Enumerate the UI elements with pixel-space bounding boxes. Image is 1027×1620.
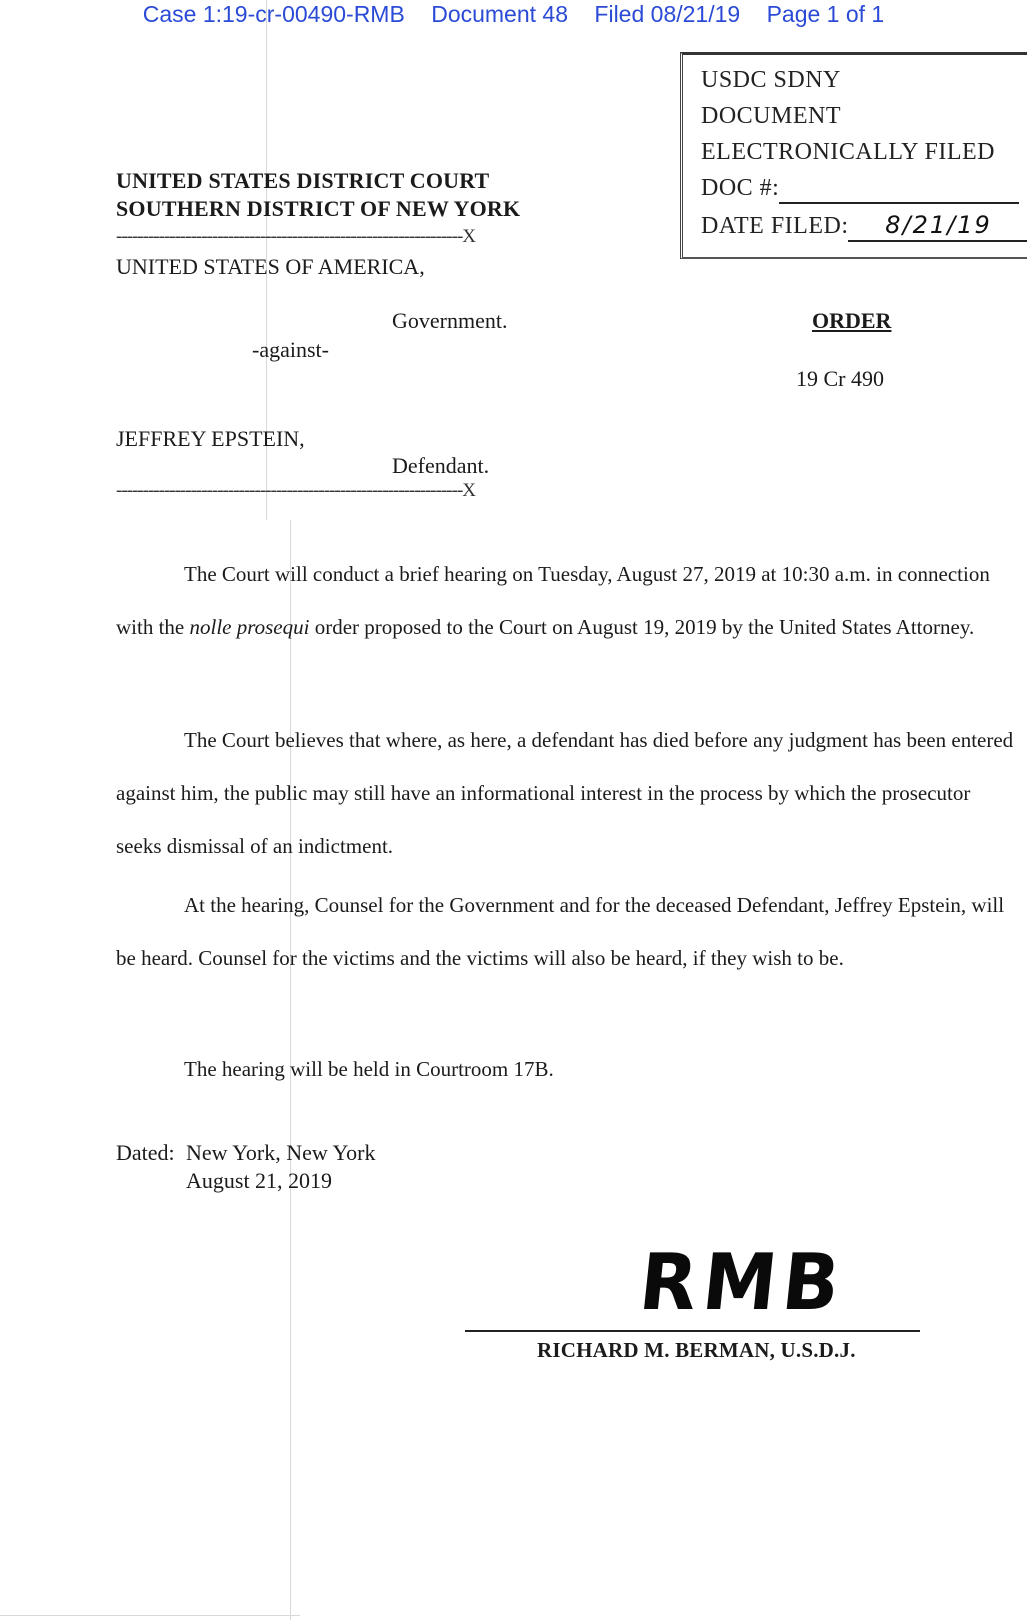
paragraph-text: The Court believes that where, as here, a defendant has died before any judgment has been entered against him, the public may still have an informational interest in the process by which the prosecutor seeks dismissal of an indictment. [116, 728, 1014, 858]
latin-term: nolle prosequi [189, 615, 310, 639]
case-number: Case 1:19-cr-00490-RMB [142, 1, 405, 27]
stamp-line: USDC SDNY [701, 67, 841, 93]
plaintiff-name: UNITED STATES OF AMERICA, [116, 254, 425, 279]
ecf-header [0, 0, 1027, 28]
caption-divider: -----------------------------------------------------------------X [116, 226, 475, 247]
order-paragraph-3 [116, 879, 1016, 985]
judge-name: RICHARD M. BERMAN, U.S.D.J. [537, 1338, 856, 1362]
caption-divider: -----------------------------------------------------------------X [116, 480, 475, 501]
dated-date: August 21, 2019 [186, 1168, 333, 1193]
order-title: ORDER [812, 308, 892, 333]
docket-number: 19 Cr 490 [796, 366, 884, 391]
order-paragraph-4 [116, 1043, 1016, 1096]
plaintiff-role: Government. [392, 308, 508, 333]
paragraph-text: The Court will conduct a brief hearing on Tuesday, August 27, 2019 at 10:30 a.m. in connection with the nolle prosequi order proposed to the Court on August 19, 2019 by the United States Attorney. [116, 562, 990, 639]
dated-label: Dated: [116, 1140, 175, 1165]
dated-place: New York, New York [186, 1140, 376, 1165]
stamp-line: DOCUMENT [701, 103, 841, 129]
stamp-doc-blank [779, 175, 1019, 204]
page-indicator: Page 1 of 1 [766, 1, 885, 27]
filed-date: Filed 08/21/19 [594, 1, 741, 27]
order-paragraph-2 [116, 714, 1016, 873]
defendant-role: Defendant. [392, 453, 490, 478]
paragraph-text: The hearing will be held in Courtroom 17B. [184, 1057, 554, 1081]
scan-artifact-line [0, 1615, 300, 1616]
stamp-doc-label: DOC #: [701, 175, 780, 201]
paragraph-text: At the hearing, Counsel for the Government and for the deceased Defendant, Jeffrey Epstein, will be heard. Counsel for the victims and the victims will also be heard, if they wish to be. [116, 893, 1005, 970]
versus-label: -against- [252, 337, 329, 362]
handwritten-signature: RMB [635, 1237, 850, 1329]
filing-stamp [680, 52, 1027, 259]
signature-line [465, 1330, 920, 1332]
order-paragraph-1 [116, 548, 1016, 654]
stamp-date-row [701, 211, 1027, 242]
document-number: Document 48 [431, 1, 569, 27]
handwritten-date: 8/21/19 [885, 211, 992, 239]
stamp-date-blank [848, 211, 1027, 242]
defendant-name: JEFFREY EPSTEIN, [116, 426, 305, 451]
court-name-line2: SOUTHERN DISTRICT OF NEW YORK [116, 196, 521, 221]
stamp-line: ELECTRONICALLY FILED [701, 139, 996, 165]
court-name-line1: UNITED STATES DISTRICT COURT [116, 168, 490, 193]
stamp-date-label: DATE FILED: [701, 213, 849, 239]
stamp-doc-row [701, 175, 1019, 204]
